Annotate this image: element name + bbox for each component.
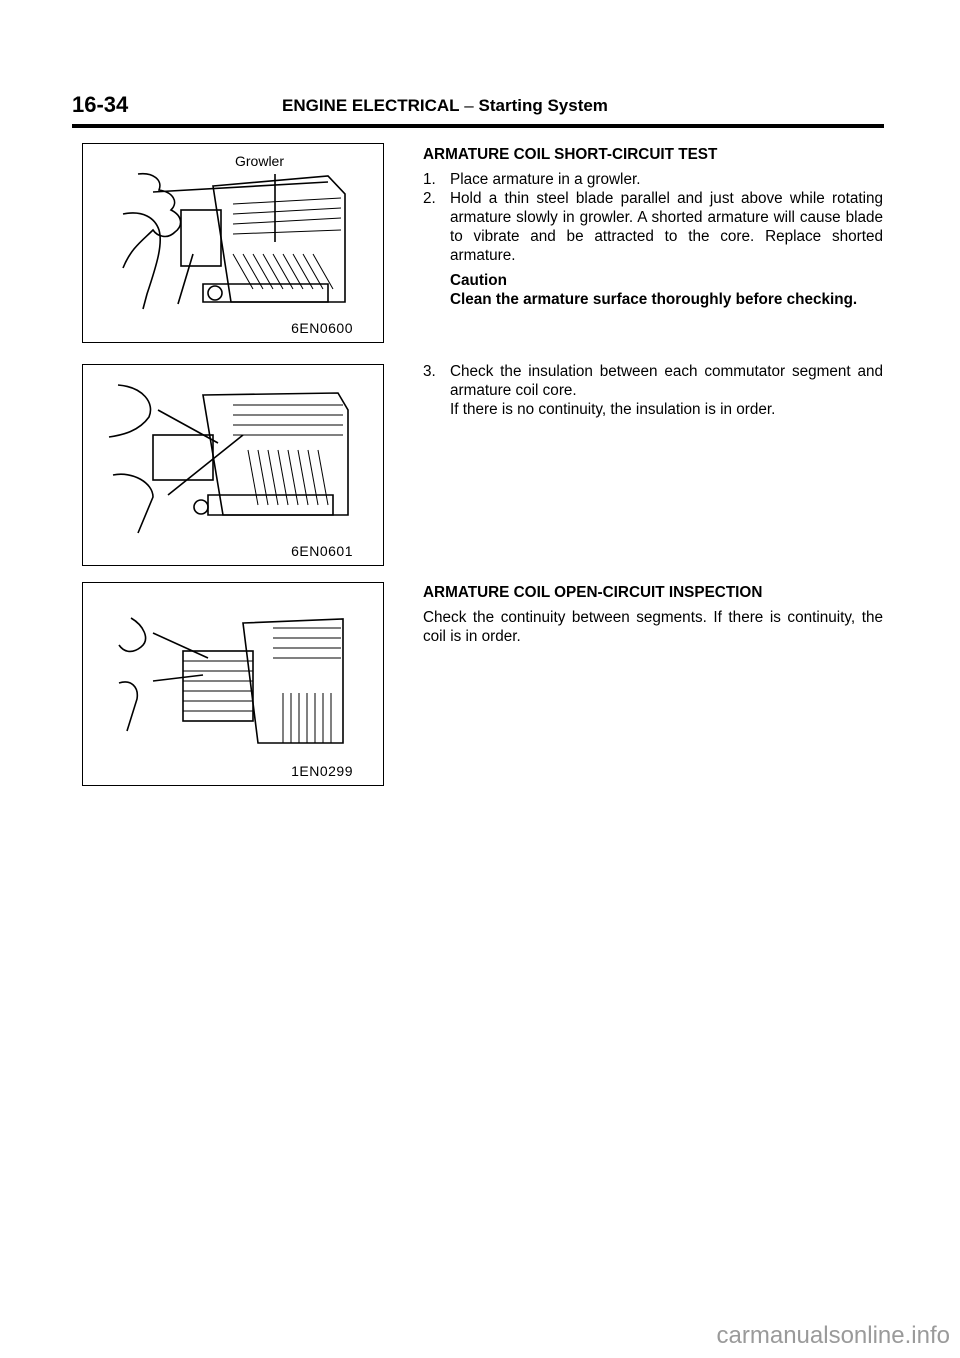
figure-code: 1EN0299 [291, 763, 353, 779]
step-number: 3. [423, 363, 436, 380]
step-text: Hold a thin steel blade parallel and just above while rotating armature slowly in growler. A shorted armature will cause blade to vibrate and be attracted to the core. Replace shorted armature. [450, 190, 883, 264]
section-subtitle: Starting System [478, 96, 608, 115]
growler-label: Growler [235, 153, 285, 169]
section-title [282, 96, 608, 116]
insulation-test-illustration [83, 365, 383, 565]
figure-open-circuit [82, 582, 384, 786]
page-header [72, 92, 884, 128]
step-number: 2. [423, 190, 436, 207]
step-number: 1. [423, 171, 436, 188]
step-text: Place armature in a growler. [450, 171, 641, 188]
chapter-title: ENGINE ELECTRICAL [282, 96, 460, 115]
figure-code: 6EN0600 [291, 320, 353, 336]
caution-note [450, 271, 883, 309]
step-text [450, 362, 883, 419]
watermark: carmanualsonline.info [716, 1322, 950, 1349]
caution-text: Clean the armature surface thoroughly before checking. [450, 291, 858, 308]
section-heading: ARMATURE COIL SHORT-CIRCUIT TEST [423, 146, 718, 163]
page-number: 16-34 [72, 92, 129, 117]
caution-title: Caution [450, 272, 507, 289]
insulation-section [423, 362, 883, 419]
list-item [423, 170, 883, 189]
step-text-main: Check the insulation between each commutator segment and armature coil core. [450, 363, 883, 399]
title-separator: – [464, 96, 474, 115]
open-circuit-illustration [83, 583, 383, 785]
growler-test-illustration [83, 144, 383, 342]
short-circuit-section [423, 145, 883, 309]
section-heading: ARMATURE COIL OPEN-CIRCUIT INSPECTION [423, 584, 763, 601]
open-circuit-section [423, 583, 883, 646]
figure-code: 6EN0601 [291, 543, 353, 559]
step-text-note: If there is no continuity, the insulation is in order. [450, 401, 776, 418]
figure-insulation-test [82, 364, 384, 566]
figure-growler-test [82, 143, 384, 343]
list-item [423, 189, 883, 265]
list-item [423, 362, 883, 419]
section-text: Check the continuity between segments. If there is continuity, the coil is in order. [423, 609, 883, 645]
